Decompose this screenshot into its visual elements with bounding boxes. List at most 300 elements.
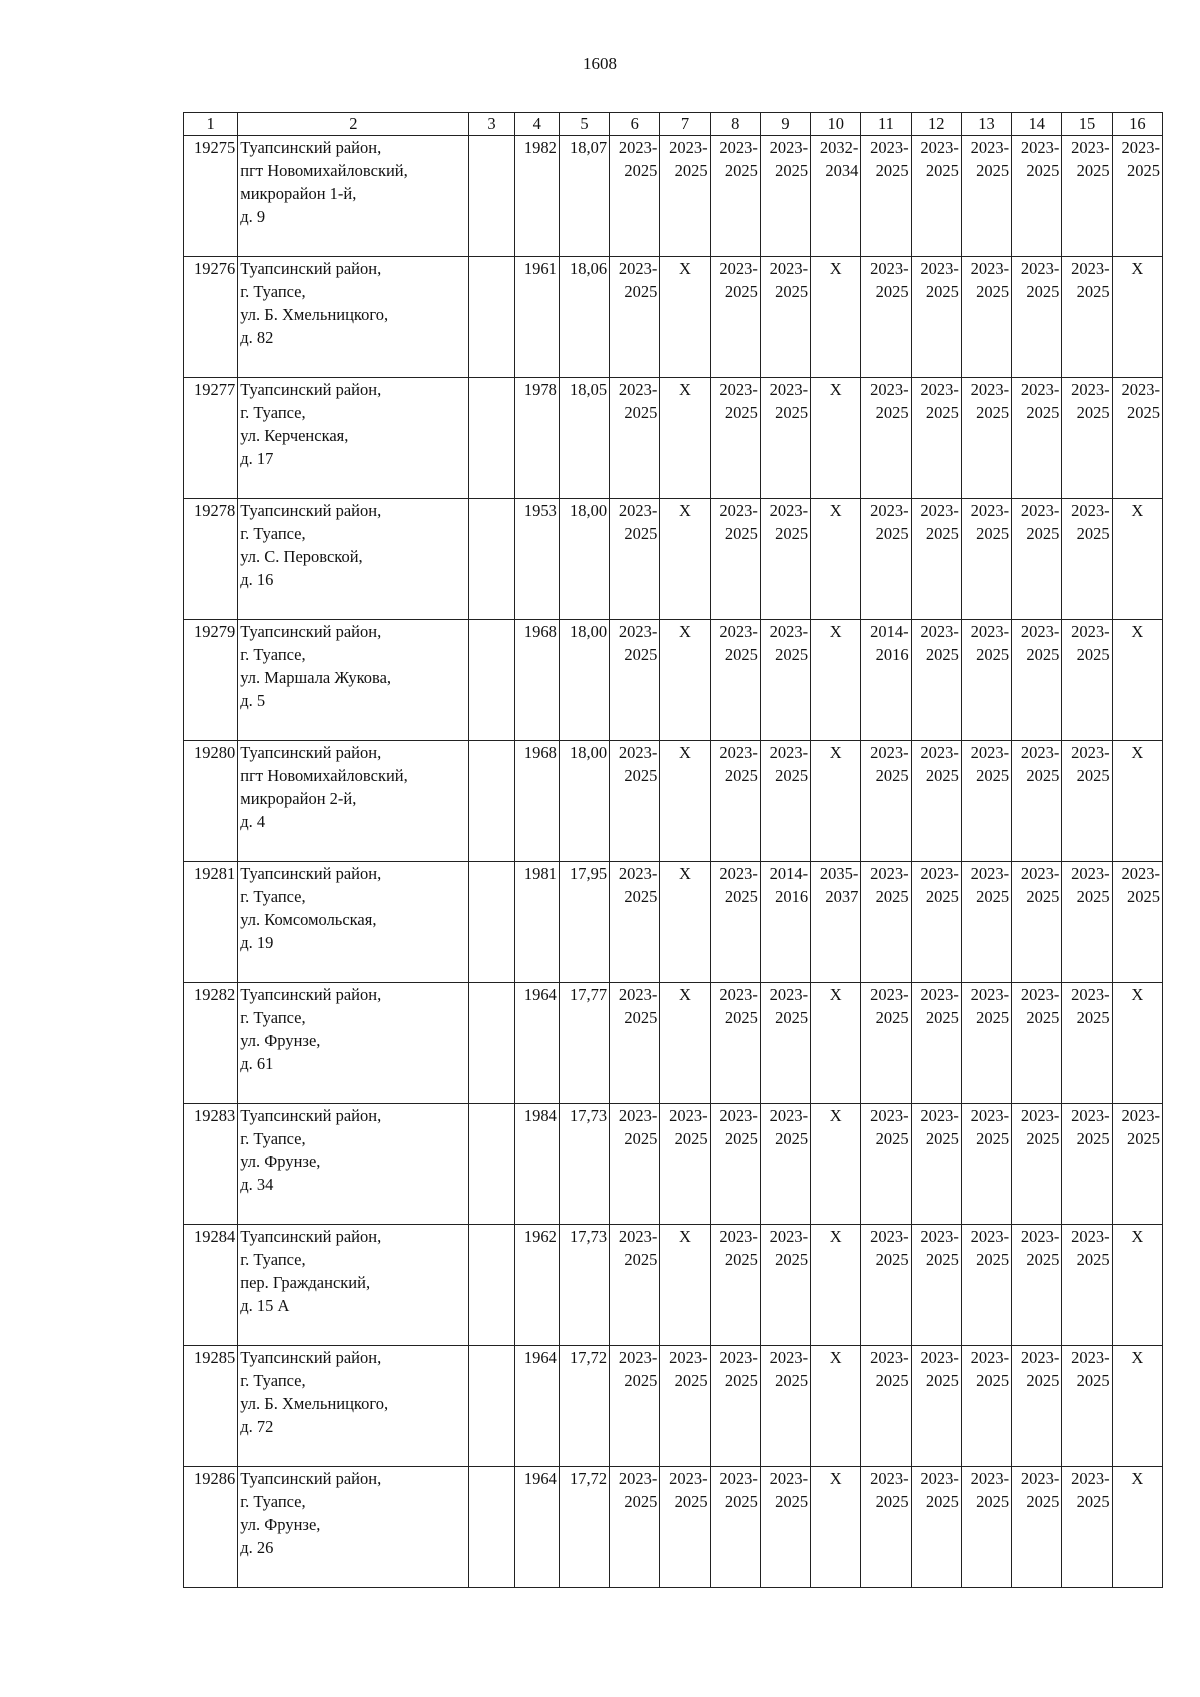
address-line: ул. Маршала Жукова, bbox=[240, 668, 392, 687]
period-part: 2025 bbox=[624, 403, 658, 422]
period-part: 2023- bbox=[769, 380, 809, 399]
period-part: 2023- bbox=[618, 1348, 658, 1367]
period-cell bbox=[610, 983, 660, 1104]
column-3-cell bbox=[469, 136, 514, 257]
period-cell bbox=[961, 1346, 1011, 1467]
period-cell bbox=[1112, 1104, 1162, 1225]
record-number: 19280 bbox=[184, 741, 238, 862]
period-part: 2034 bbox=[825, 161, 859, 180]
column-3-cell bbox=[469, 1104, 514, 1225]
period-part: 2023- bbox=[618, 259, 658, 278]
record-number: 19282 bbox=[184, 983, 238, 1104]
period-cell bbox=[1012, 1467, 1062, 1588]
period-part: 2023- bbox=[618, 138, 658, 157]
period-cell bbox=[861, 620, 911, 741]
not-applicable-mark: X bbox=[660, 257, 710, 378]
period-part: 2023- bbox=[1121, 864, 1160, 883]
table-row bbox=[184, 257, 1163, 378]
period-part: 2025 bbox=[875, 1492, 909, 1511]
address-cell bbox=[238, 1104, 469, 1225]
period-part: 2035- bbox=[819, 864, 859, 883]
period-cell bbox=[911, 136, 961, 257]
not-applicable-mark: X bbox=[1112, 1467, 1162, 1588]
table-row bbox=[184, 378, 1163, 499]
period-part: 2023- bbox=[618, 985, 658, 1004]
period-part: 2023- bbox=[970, 1469, 1010, 1488]
record-number: 19277 bbox=[184, 378, 238, 499]
period-part: 2025 bbox=[925, 282, 959, 301]
period-part: 2025 bbox=[775, 1250, 809, 1269]
column-number-2: 2 bbox=[238, 113, 469, 136]
address-line: д. 17 bbox=[240, 449, 274, 468]
year-cell: 1962 bbox=[514, 1225, 559, 1346]
period-part: 2025 bbox=[925, 1492, 959, 1511]
period-part: 2025 bbox=[976, 403, 1010, 422]
period-part: 2023- bbox=[1020, 622, 1060, 641]
period-part: 2025 bbox=[875, 766, 909, 785]
period-part: 2025 bbox=[674, 161, 708, 180]
period-cell bbox=[1012, 499, 1062, 620]
address-line: д. 72 bbox=[240, 1417, 274, 1436]
not-applicable-mark: X bbox=[1112, 741, 1162, 862]
period-cell bbox=[861, 1225, 911, 1346]
period-part: 2023- bbox=[1121, 380, 1160, 399]
period-part: 2025 bbox=[674, 1371, 708, 1390]
period-cell bbox=[710, 1346, 760, 1467]
period-part: 2025 bbox=[1127, 403, 1160, 422]
period-part: 2025 bbox=[976, 1492, 1010, 1511]
period-part: 2023- bbox=[618, 501, 658, 520]
period-part: 2023- bbox=[870, 1469, 909, 1488]
period-part: 2025 bbox=[1076, 766, 1110, 785]
period-part: 2025 bbox=[976, 161, 1010, 180]
period-part: 2023- bbox=[769, 501, 809, 520]
column-number-6: 6 bbox=[610, 113, 660, 136]
column-3-cell bbox=[469, 741, 514, 862]
page-number: 1608 bbox=[583, 54, 617, 73]
period-part: 2023- bbox=[970, 1106, 1010, 1125]
period-cell bbox=[760, 862, 810, 983]
year-cell: 1984 bbox=[514, 1104, 559, 1225]
period-part: 2023- bbox=[920, 138, 959, 157]
address-line: Туапсинский район, bbox=[240, 1227, 382, 1246]
table-row bbox=[184, 862, 1163, 983]
address-line: ул. Керченская, bbox=[240, 426, 349, 445]
period-part: 2025 bbox=[976, 1371, 1010, 1390]
period-part: 2023- bbox=[870, 864, 909, 883]
period-cell bbox=[1062, 983, 1112, 1104]
period-part: 2025 bbox=[775, 161, 809, 180]
address-line: г. Туапсе, bbox=[240, 1129, 306, 1148]
address-cell bbox=[238, 1225, 469, 1346]
period-part: 2023- bbox=[719, 1227, 758, 1246]
column-number-7: 7 bbox=[660, 113, 710, 136]
period-part: 2025 bbox=[724, 1371, 758, 1390]
not-applicable-mark: X bbox=[660, 862, 710, 983]
period-cell bbox=[861, 741, 911, 862]
column-3-cell bbox=[469, 1346, 514, 1467]
column-number-14: 14 bbox=[1012, 113, 1062, 136]
period-cell bbox=[710, 983, 760, 1104]
period-part: 2023- bbox=[1020, 259, 1060, 278]
period-part: 2025 bbox=[976, 1250, 1010, 1269]
period-part: 2023- bbox=[769, 743, 809, 762]
period-part: 2025 bbox=[624, 1492, 658, 1511]
period-part: 2023- bbox=[669, 1469, 708, 1488]
period-part: 2023- bbox=[669, 1106, 708, 1125]
year-cell: 1968 bbox=[514, 620, 559, 741]
period-part: 2025 bbox=[775, 524, 809, 543]
period-part: 2023- bbox=[970, 259, 1010, 278]
address-line: г. Туапсе, bbox=[240, 645, 306, 664]
period-part: 2023- bbox=[1071, 864, 1110, 883]
period-part: 2025 bbox=[1076, 1008, 1110, 1027]
address-line: г. Туапсе, bbox=[240, 282, 306, 301]
period-part: 2023- bbox=[769, 1469, 809, 1488]
value-cell: 18,00 bbox=[559, 499, 609, 620]
period-part: 2025 bbox=[724, 1492, 758, 1511]
address-line: Туапсинский район, bbox=[240, 501, 382, 520]
period-part: 2025 bbox=[925, 766, 959, 785]
address-line: д. 34 bbox=[240, 1175, 274, 1194]
period-part: 2023- bbox=[769, 1348, 809, 1367]
address-line: ул. Б. Хмельницкого, bbox=[240, 1394, 389, 1413]
address-line: д. 82 bbox=[240, 328, 274, 347]
period-part: 2025 bbox=[624, 887, 658, 906]
address-line: пгт Новомихайловский, bbox=[240, 161, 408, 180]
table-row bbox=[184, 1225, 1163, 1346]
value-cell: 17,73 bbox=[559, 1104, 609, 1225]
address-line: г. Туапсе, bbox=[240, 887, 306, 906]
period-part: 2025 bbox=[624, 645, 658, 664]
year-cell: 1978 bbox=[514, 378, 559, 499]
not-applicable-mark: X bbox=[660, 983, 710, 1104]
column-3-cell bbox=[469, 499, 514, 620]
table-row bbox=[184, 1346, 1163, 1467]
period-part: 2023- bbox=[1121, 1106, 1160, 1125]
period-cell bbox=[710, 620, 760, 741]
address-line: ул. Фрунзе, bbox=[240, 1031, 321, 1050]
period-part: 2025 bbox=[925, 1129, 959, 1148]
record-number: 19281 bbox=[184, 862, 238, 983]
period-cell bbox=[760, 741, 810, 862]
period-cell bbox=[911, 257, 961, 378]
value-cell: 17,73 bbox=[559, 1225, 609, 1346]
period-part: 2023- bbox=[719, 864, 758, 883]
address-line: пер. Гражданский, bbox=[240, 1273, 371, 1292]
table-row bbox=[184, 620, 1163, 741]
column-number-13: 13 bbox=[961, 113, 1011, 136]
year-cell: 1964 bbox=[514, 1346, 559, 1467]
period-cell bbox=[861, 1467, 911, 1588]
period-part: 2025 bbox=[875, 1371, 909, 1390]
column-number-5: 5 bbox=[559, 113, 609, 136]
period-part: 2025 bbox=[1076, 403, 1110, 422]
period-part: 2023- bbox=[618, 864, 658, 883]
period-part: 2023- bbox=[719, 1348, 758, 1367]
column-number-11: 11 bbox=[861, 113, 911, 136]
period-part: 2023- bbox=[719, 1469, 758, 1488]
not-applicable-mark: X bbox=[660, 378, 710, 499]
period-part: 2025 bbox=[1026, 161, 1060, 180]
period-cell bbox=[1062, 862, 1112, 983]
period-part: 2023- bbox=[1121, 138, 1160, 157]
period-part: 2025 bbox=[1026, 1250, 1060, 1269]
address-line: Туапсинский район, bbox=[240, 985, 382, 1004]
period-part: 2037 bbox=[825, 887, 859, 906]
period-cell bbox=[961, 1225, 1011, 1346]
value-cell: 18,06 bbox=[559, 257, 609, 378]
address-line: ул. Фрунзе, bbox=[240, 1152, 321, 1171]
period-part: 2025 bbox=[775, 282, 809, 301]
address-cell bbox=[238, 741, 469, 862]
period-cell bbox=[760, 257, 810, 378]
period-cell bbox=[861, 983, 911, 1104]
period-cell bbox=[861, 862, 911, 983]
period-cell bbox=[1012, 136, 1062, 257]
period-part: 2023- bbox=[920, 985, 959, 1004]
period-part: 2023- bbox=[618, 1227, 658, 1246]
period-cell bbox=[710, 1467, 760, 1588]
period-part: 2023- bbox=[920, 622, 959, 641]
period-part: 2025 bbox=[775, 1492, 809, 1511]
period-cell bbox=[911, 1467, 961, 1588]
column-3-cell bbox=[469, 1467, 514, 1588]
record-number: 19284 bbox=[184, 1225, 238, 1346]
period-part: 2025 bbox=[1127, 161, 1160, 180]
period-part: 2023- bbox=[1071, 138, 1110, 157]
period-part: 2023- bbox=[970, 1227, 1010, 1246]
column-number-3: 3 bbox=[469, 113, 514, 136]
period-cell bbox=[861, 257, 911, 378]
period-cell bbox=[1012, 378, 1062, 499]
period-part: 2025 bbox=[925, 645, 959, 664]
period-part: 2023- bbox=[870, 138, 909, 157]
not-applicable-mark: X bbox=[811, 257, 861, 378]
period-part: 2025 bbox=[624, 161, 658, 180]
period-part: 2025 bbox=[674, 1129, 708, 1148]
period-part: 2025 bbox=[724, 887, 758, 906]
year-cell: 1964 bbox=[514, 1467, 559, 1588]
period-part: 2023- bbox=[920, 743, 959, 762]
period-part: 2025 bbox=[1026, 645, 1060, 664]
period-cell bbox=[710, 741, 760, 862]
period-cell bbox=[911, 378, 961, 499]
period-part: 2025 bbox=[775, 766, 809, 785]
period-cell bbox=[1062, 136, 1112, 257]
column-number-1: 1 bbox=[184, 113, 238, 136]
period-cell bbox=[760, 378, 810, 499]
period-part: 2025 bbox=[976, 282, 1010, 301]
period-part: 2025 bbox=[875, 887, 909, 906]
period-cell bbox=[811, 136, 861, 257]
period-part: 2025 bbox=[1076, 524, 1110, 543]
not-applicable-mark: X bbox=[660, 620, 710, 741]
table-row bbox=[184, 1104, 1163, 1225]
period-part: 2023- bbox=[1020, 1348, 1060, 1367]
period-part: 2025 bbox=[1026, 1492, 1060, 1511]
record-number: 19278 bbox=[184, 499, 238, 620]
period-part: 2023- bbox=[719, 622, 758, 641]
period-part: 2023- bbox=[719, 743, 758, 762]
period-part: 2025 bbox=[624, 766, 658, 785]
address-cell bbox=[238, 1467, 469, 1588]
column-3-cell bbox=[469, 620, 514, 741]
period-part: 2023- bbox=[1071, 622, 1110, 641]
period-cell bbox=[610, 499, 660, 620]
record-number: 19279 bbox=[184, 620, 238, 741]
period-part: 2023- bbox=[970, 380, 1010, 399]
period-part: 2025 bbox=[724, 1008, 758, 1027]
period-part: 2023- bbox=[970, 501, 1010, 520]
period-part: 2014- bbox=[769, 864, 809, 883]
address-cell bbox=[238, 257, 469, 378]
period-part: 2023- bbox=[1071, 1348, 1110, 1367]
value-cell: 18,05 bbox=[559, 378, 609, 499]
period-part: 2032- bbox=[819, 138, 859, 157]
not-applicable-mark: X bbox=[1112, 620, 1162, 741]
period-cell bbox=[760, 1346, 810, 1467]
period-part: 2023- bbox=[870, 501, 909, 520]
address-line: д. 19 bbox=[240, 933, 274, 952]
period-cell bbox=[861, 378, 911, 499]
period-cell bbox=[610, 862, 660, 983]
address-line: г. Туапсе, bbox=[240, 1250, 306, 1269]
value-cell: 17,95 bbox=[559, 862, 609, 983]
period-part: 2023- bbox=[1020, 1469, 1060, 1488]
period-part: 2023- bbox=[1071, 743, 1110, 762]
period-cell bbox=[861, 1346, 911, 1467]
record-number: 19286 bbox=[184, 1467, 238, 1588]
address-line: д. 9 bbox=[240, 207, 266, 226]
address-cell bbox=[238, 378, 469, 499]
not-applicable-mark: X bbox=[811, 983, 861, 1104]
address-cell bbox=[238, 499, 469, 620]
period-part: 2023- bbox=[618, 1469, 658, 1488]
period-part: 2023- bbox=[1071, 1469, 1110, 1488]
period-part: 2025 bbox=[925, 161, 959, 180]
period-cell bbox=[961, 1104, 1011, 1225]
period-part: 2025 bbox=[925, 1371, 959, 1390]
period-cell bbox=[911, 983, 961, 1104]
address-line: г. Туапсе, bbox=[240, 1008, 306, 1027]
period-cell bbox=[961, 1467, 1011, 1588]
period-part: 2025 bbox=[624, 282, 658, 301]
period-part: 2023- bbox=[1020, 1106, 1060, 1125]
address-line: ул. Комсомольская, bbox=[240, 910, 377, 929]
period-cell bbox=[710, 136, 760, 257]
period-part: 2023- bbox=[920, 864, 959, 883]
column-number-8: 8 bbox=[710, 113, 760, 136]
period-part: 2025 bbox=[1076, 1250, 1110, 1269]
period-cell bbox=[1012, 1225, 1062, 1346]
address-line: ул. Фрунзе, bbox=[240, 1515, 321, 1534]
address-line: ул. Б. Хмельницкого, bbox=[240, 305, 389, 324]
address-line: г. Туапсе, bbox=[240, 1371, 306, 1390]
address-cell bbox=[238, 862, 469, 983]
period-cell bbox=[710, 1104, 760, 1225]
address-cell bbox=[238, 136, 469, 257]
period-part: 2023- bbox=[769, 1227, 809, 1246]
period-part: 2025 bbox=[724, 645, 758, 664]
column-3-cell bbox=[469, 257, 514, 378]
address-line: пгт Новомихайловский, bbox=[240, 766, 408, 785]
period-part: 2016 bbox=[875, 645, 909, 664]
period-part: 2023- bbox=[870, 259, 909, 278]
period-cell bbox=[811, 862, 861, 983]
period-part: 2025 bbox=[1076, 887, 1110, 906]
period-part: 2025 bbox=[925, 887, 959, 906]
period-part: 2025 bbox=[976, 887, 1010, 906]
period-part: 2025 bbox=[976, 524, 1010, 543]
period-cell bbox=[760, 1104, 810, 1225]
record-number: 19275 bbox=[184, 136, 238, 257]
period-part: 2025 bbox=[1076, 1129, 1110, 1148]
period-cell bbox=[710, 862, 760, 983]
period-part: 2025 bbox=[1026, 403, 1060, 422]
period-part: 2023- bbox=[870, 1348, 909, 1367]
address-line: ул. С. Перовской, bbox=[240, 547, 363, 566]
period-part: 2025 bbox=[875, 1129, 909, 1148]
period-part: 2014- bbox=[870, 622, 909, 641]
period-part: 2023- bbox=[719, 380, 758, 399]
period-cell bbox=[1012, 1346, 1062, 1467]
period-cell bbox=[1062, 378, 1112, 499]
value-cell: 18,07 bbox=[559, 136, 609, 257]
period-part: 2023- bbox=[618, 743, 658, 762]
period-part: 2023- bbox=[1071, 985, 1110, 1004]
period-part: 2023- bbox=[1020, 864, 1060, 883]
period-part: 2023- bbox=[769, 1106, 809, 1125]
period-part: 2023- bbox=[870, 1227, 909, 1246]
year-cell: 1953 bbox=[514, 499, 559, 620]
period-cell bbox=[861, 499, 911, 620]
period-cell bbox=[1012, 620, 1062, 741]
period-part: 2023- bbox=[870, 743, 909, 762]
period-part: 2023- bbox=[920, 259, 959, 278]
period-part: 2023- bbox=[1020, 985, 1060, 1004]
period-cell bbox=[961, 620, 1011, 741]
address-line: д. 4 bbox=[240, 812, 266, 831]
period-cell bbox=[861, 1104, 911, 1225]
address-line: Туапсинский район, bbox=[240, 259, 382, 278]
period-part: 2023- bbox=[970, 138, 1010, 157]
not-applicable-mark: X bbox=[811, 1104, 861, 1225]
period-cell bbox=[660, 1346, 710, 1467]
period-part: 2023- bbox=[769, 138, 809, 157]
period-cell bbox=[961, 862, 1011, 983]
value-cell: 18,00 bbox=[559, 741, 609, 862]
period-part: 2023- bbox=[769, 259, 809, 278]
address-line: д. 5 bbox=[240, 691, 266, 710]
address-line: д. 15 А bbox=[240, 1296, 290, 1315]
address-line: микрорайон 2-й, bbox=[240, 789, 357, 808]
period-cell bbox=[961, 378, 1011, 499]
period-part: 2025 bbox=[1026, 282, 1060, 301]
year-cell: 1964 bbox=[514, 983, 559, 1104]
period-part: 2023- bbox=[1071, 1227, 1110, 1246]
period-part: 2025 bbox=[775, 403, 809, 422]
period-part: 2025 bbox=[925, 403, 959, 422]
period-part: 2023- bbox=[870, 380, 909, 399]
period-part: 2025 bbox=[1026, 766, 1060, 785]
not-applicable-mark: X bbox=[811, 378, 861, 499]
not-applicable-mark: X bbox=[1112, 1225, 1162, 1346]
period-part: 2025 bbox=[775, 1129, 809, 1148]
period-part: 2023- bbox=[719, 985, 758, 1004]
column-number-9: 9 bbox=[760, 113, 810, 136]
period-part: 2025 bbox=[925, 1008, 959, 1027]
